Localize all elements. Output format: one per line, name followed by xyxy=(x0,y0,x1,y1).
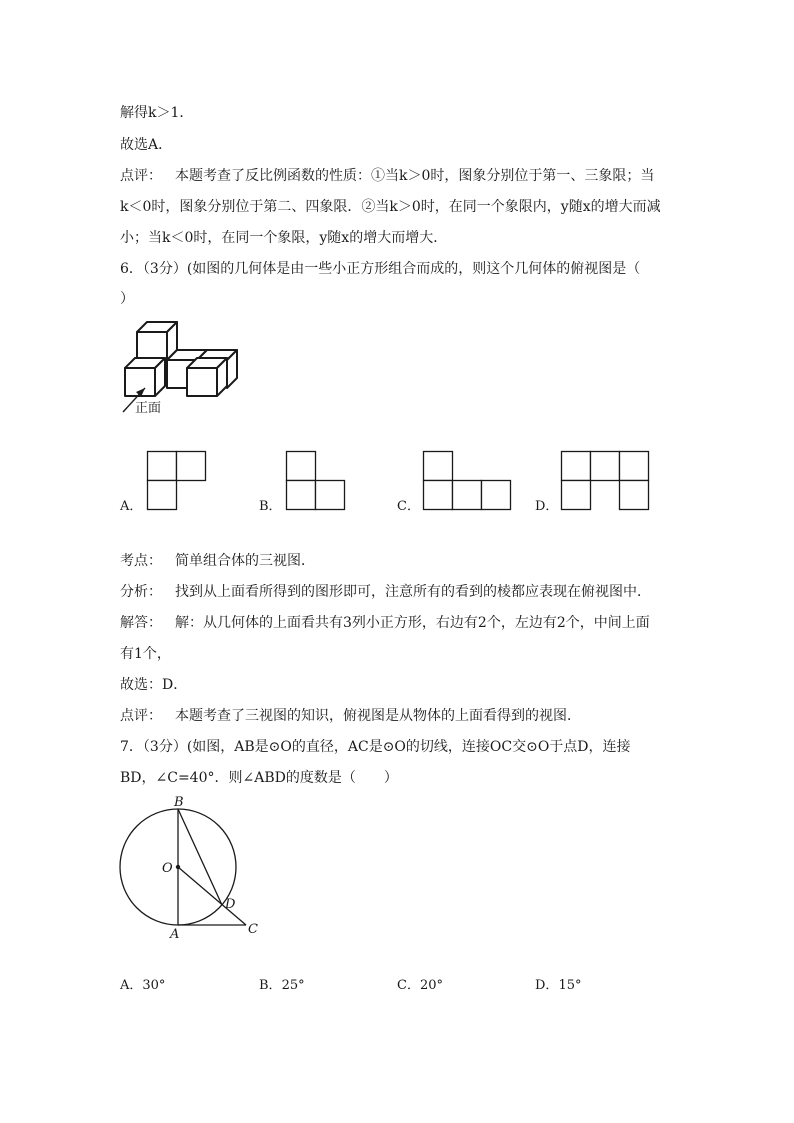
front-label: 正面 xyxy=(135,400,162,415)
q6-cube-figure xyxy=(115,318,245,418)
grid-square xyxy=(562,481,591,510)
grid-square xyxy=(287,481,316,510)
grid-square xyxy=(148,481,177,510)
fenxi-text: 找到从上面看所得到的图形即可，注意所有的看到的棱都应表现在俯视图中． xyxy=(175,584,651,600)
point-b-label: B xyxy=(174,795,184,810)
grid-square xyxy=(148,452,177,481)
q6-option-d-label[interactable]: D． xyxy=(535,499,559,514)
grid-square xyxy=(287,452,316,481)
cube-top-stack xyxy=(137,322,177,360)
q7-circle-figure xyxy=(110,790,270,950)
dianping-label: 点评： xyxy=(120,708,162,724)
q7-option-a-label: A． xyxy=(120,978,143,993)
cube-right-front xyxy=(187,358,227,396)
q6-jieda-line-2: 有1个， xyxy=(120,646,171,662)
grid-square xyxy=(620,452,649,481)
q6-option-b-label[interactable]: B． xyxy=(259,499,282,514)
solution-line: 解得k＞1． xyxy=(120,105,194,121)
grid-square xyxy=(316,481,345,510)
q7-option-d-value: 15° xyxy=(558,978,582,993)
jieda-text-1: 解：从几何体的上面看共有3列小正方形，右边有2个，左边有2个，中间上面 xyxy=(175,615,650,631)
q6-dianping xyxy=(120,707,581,725)
q6-option-c-label[interactable]: C． xyxy=(397,499,420,514)
kaodian-label: 考点： xyxy=(120,553,162,569)
kaodian-text: 简单组合体的三视图． xyxy=(175,553,315,569)
q6-fenxi xyxy=(120,583,651,601)
q6-kaodian xyxy=(120,552,315,570)
point-d-label: D xyxy=(225,897,236,912)
comment-line-3: 小；当k＜0时，在同一个象限，y随x的增大而增大． xyxy=(120,230,448,246)
comment-label: 点评： xyxy=(120,168,162,184)
fenxi-label: 分析： xyxy=(120,584,162,600)
point-a-label: A xyxy=(170,927,180,942)
q7-option-c[interactable] xyxy=(397,978,443,994)
q6-option-a-grid[interactable] xyxy=(147,451,237,511)
grid-square xyxy=(562,452,591,481)
comment-line-1 xyxy=(120,167,654,185)
grid-square xyxy=(177,452,206,481)
q6-option-c-grid[interactable] xyxy=(423,451,513,511)
q7-option-a-value: 30° xyxy=(142,978,166,993)
q6-option-d-grid[interactable] xyxy=(561,451,651,511)
q7-option-b-label: B． xyxy=(259,978,282,993)
grid-square xyxy=(591,452,620,481)
q7-option-b-value: 25° xyxy=(281,978,305,993)
dianping-text: 本题考查了三视图的知识，俯视图是从物体的上面看得到的视图． xyxy=(175,708,581,724)
q6-answer: 故选：D． xyxy=(120,677,188,693)
q7-stem-line-2: BD，∠C=40°．则∠ABD的度数是（ ） xyxy=(120,770,398,786)
q7-option-d-label: D． xyxy=(535,978,559,993)
q6-option-a-label[interactable]: A． xyxy=(120,499,143,514)
comment-line-2: k＜0时，图象分别位于第二、四象限．②当k＞0时，在同一个象限内，y随x的增大而减 xyxy=(120,199,661,215)
comment-text-1: 本题考查了反比例函数的性质：①当k＞0时，图象分别位于第一、三象限；当 xyxy=(175,168,655,184)
grid-square xyxy=(424,452,453,481)
q7-option-c-label: C． xyxy=(397,978,420,993)
grid-square xyxy=(482,481,511,510)
cube-left-front xyxy=(125,358,165,396)
q7-stem-line-1: 7．（3分）(如图，AB是⊙O的直径，AC是⊙O的切线，连接OC交⊙O于点D，连接 xyxy=(120,739,631,755)
grid-square xyxy=(424,481,453,510)
q7-option-b[interactable] xyxy=(259,978,305,994)
center-point xyxy=(176,865,180,869)
q6-stem-line-1: 6．（3分）(如图的几何体是由一些小正方形组合而成的，则这个几何体的俯视图是（ xyxy=(120,261,641,277)
q6-option-b-grid[interactable] xyxy=(286,451,376,511)
point-o-label: O xyxy=(162,861,173,876)
answer-line: 故选A． xyxy=(120,137,173,153)
q7-option-c-value: 20° xyxy=(419,978,443,993)
grid-square xyxy=(620,481,649,510)
q6-stem-line-2: ） xyxy=(120,291,134,307)
jieda-label: 解答： xyxy=(120,615,162,631)
grid-square xyxy=(453,481,482,510)
q7-option-d[interactable] xyxy=(535,978,581,994)
q6-jieda-line-1 xyxy=(120,614,650,632)
point-c-label: C xyxy=(248,922,258,937)
q7-option-a[interactable] xyxy=(120,978,165,994)
